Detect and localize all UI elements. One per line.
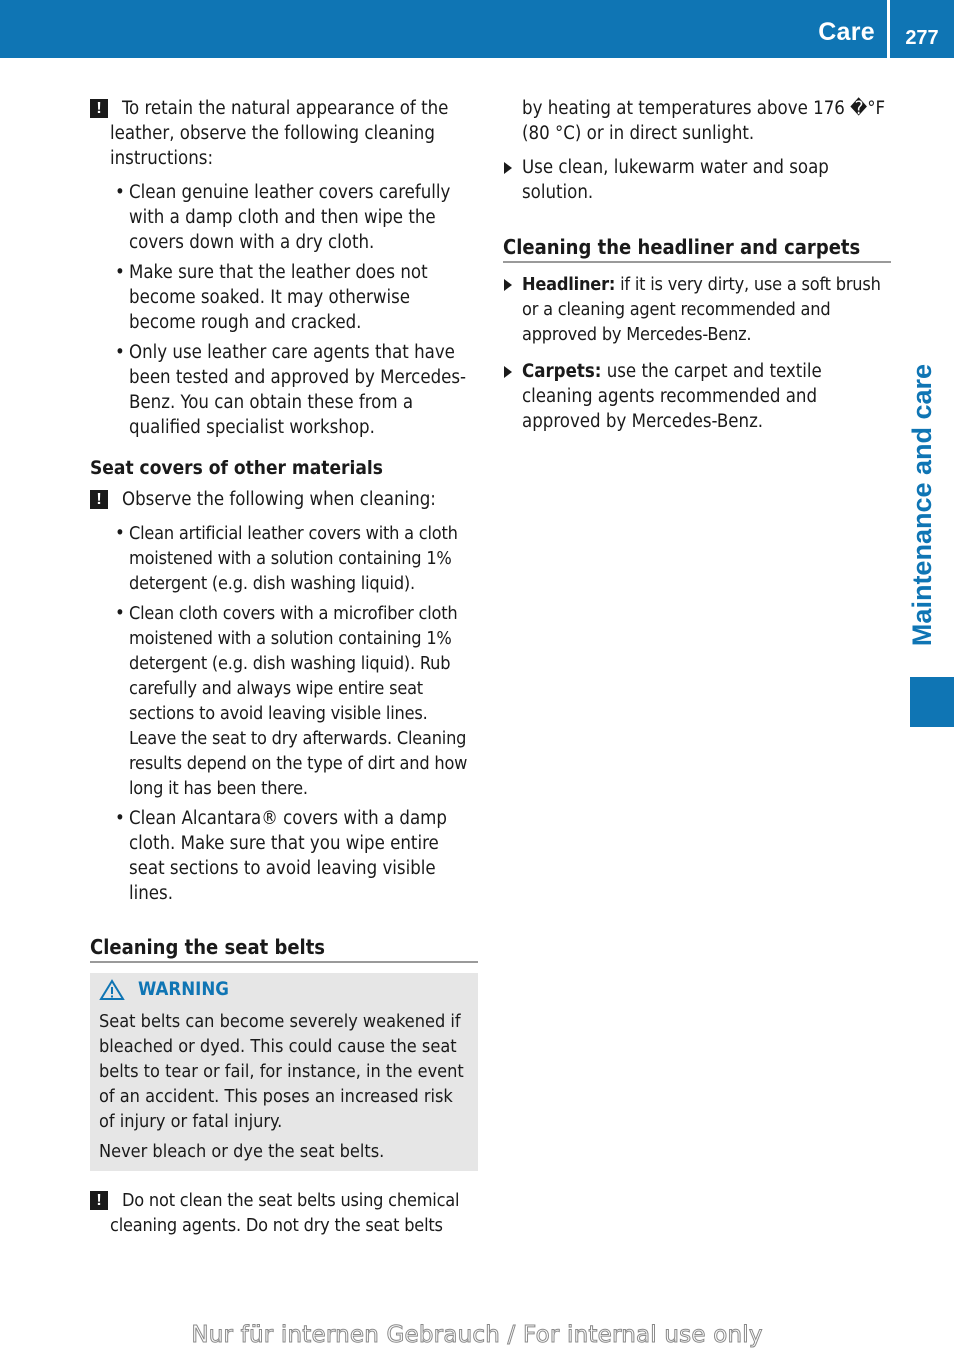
step-list-water — [503, 155, 891, 205]
step-lead: Headliner: — [522, 274, 616, 295]
step-text: Use clean, lukewarm water and soap solution. — [522, 157, 829, 203]
bullet-text: Clean genuine leather covers carefully with a damp cloth and then wipe the covers down with a dry cloth. — [129, 182, 451, 253]
side-tab-marker — [910, 677, 954, 727]
bullet-text: Clean artificial leather covers with a cloth moistened with a solution containing 1% detergent (e.g. dish washing liquid). — [129, 523, 458, 594]
notice-text: To retain the natural appearance of the leather, observe the following cleaning instructions: — [110, 98, 449, 169]
notice-text: Do not clean the seat belts using chemical cleaning agents. Do not dry the seat belts — [110, 1190, 460, 1236]
left-column — [90, 96, 478, 1247]
warning-box — [90, 973, 478, 1171]
list-item — [503, 359, 891, 434]
exclamation-icon: ! — [90, 1191, 108, 1210]
step-list-headliner — [503, 272, 891, 434]
step-lead: Carpets: — [522, 361, 602, 382]
bullet-text: Make sure that the leather does not become soaked. It may otherwise become rough and cracked. — [129, 262, 428, 333]
notice-leather — [90, 96, 478, 171]
page-number: 277 — [905, 27, 939, 49]
step-text: use the carpet and textile cleaning agents recommended and approved by Mercedes-Benz. — [522, 361, 822, 432]
step-text: if it is very dirty, use a soft brush or a cleaning agent recommended and approved by Mercedes-Benz. — [522, 274, 881, 345]
exclamation-icon: ! — [90, 99, 108, 118]
arrow-right-icon — [504, 162, 512, 174]
notice-seat-belts — [90, 1188, 478, 1238]
bullet-text: Clean cloth covers with a microfiber cloth moistened with a solution containing 1% detergent (e.g. dish washing liquid). Rub carefully and always wipe entire seat sections to avoid leaving visible lines. Leave the seat to dry afterwards. Cleaning results depend on the type of dirt and how long it has been there. — [129, 603, 468, 799]
list-item: • Make sure that the leather does not become soaked. It may otherwise become rough and cracked. — [90, 260, 478, 335]
list-item: • Clean cloth covers with a microfiber cloth moistened with a solution containing 1% detergent (e.g. dish washing liquid). Rub carefully and always wipe entire seat sections to avoid leaving visible lines. Leave the seat to dry afterwards. Cleaning results depend on the type of dirt and how long it has been there. — [90, 601, 478, 801]
list-item: • Only use leather care agents that have been tested and approved by Mercedes-Benz. You can obtain these from a qualified specialist workshop. — [90, 340, 478, 440]
side-tab-label: Maintenance and care — [907, 363, 937, 647]
section-title: Care — [818, 18, 875, 46]
warning-triangle-icon — [99, 979, 125, 1001]
internal-use-watermark: Nur für internen Gebrauch / For internal use only — [191, 1322, 763, 1348]
arrow-right-icon — [504, 366, 512, 378]
notice-other-materials — [90, 487, 478, 512]
warning-title — [99, 979, 468, 1001]
leather-bullet-list — [90, 180, 478, 440]
warning-text: Seat belts can become severely weakened if bleached or dyed. This could cause the seat belts to tear or fail, for instance, in the event of an accident. This poses an increased risk of injury or fatal injury. — [99, 1011, 464, 1132]
warning-label: WARNING — [138, 979, 229, 1000]
arrow-right-icon — [504, 279, 512, 291]
bullet-text: Clean Alcantara® covers with a damp cloth. Make sure that you wipe entire seat sections to avoid leaving visible lines. — [129, 808, 447, 904]
continued-text: by heating at temperatures above 176 �°F (80 °C) or in direct sunlight. — [522, 98, 886, 144]
other-bullet-list — [90, 521, 478, 906]
warning-instruction: Never bleach or dye the seat belts. — [99, 1141, 385, 1162]
list-item: • Clean artificial leather covers with a cloth moistened with a solution containing 1% detergent (e.g. dish washing liquid). — [90, 521, 478, 596]
bullet-text: Only use leather care agents that have been tested and approved by Mercedes-Benz. You can obtain these from a qualified specialist workshop. — [129, 342, 467, 438]
section-heading-headliner: Cleaning the headliner and carpets — [503, 233, 891, 263]
exclamation-icon: ! — [90, 490, 108, 509]
subheading-other-materials: Seat covers of other materials — [90, 457, 383, 479]
section-heading-seat-belts: Cleaning the seat belts — [90, 933, 478, 963]
list-item: • Clean Alcantara® covers with a damp cloth. Make sure that you wipe entire seat sections to avoid leaving visible lines. — [90, 806, 478, 906]
right-column — [503, 96, 891, 446]
list-item: • Clean genuine leather covers carefully with a damp cloth and then wipe the covers down with a dry cloth. — [90, 180, 478, 255]
notice-text: Observe the following when cleaning: — [122, 489, 436, 510]
list-item — [503, 155, 891, 205]
list-item — [503, 272, 891, 347]
